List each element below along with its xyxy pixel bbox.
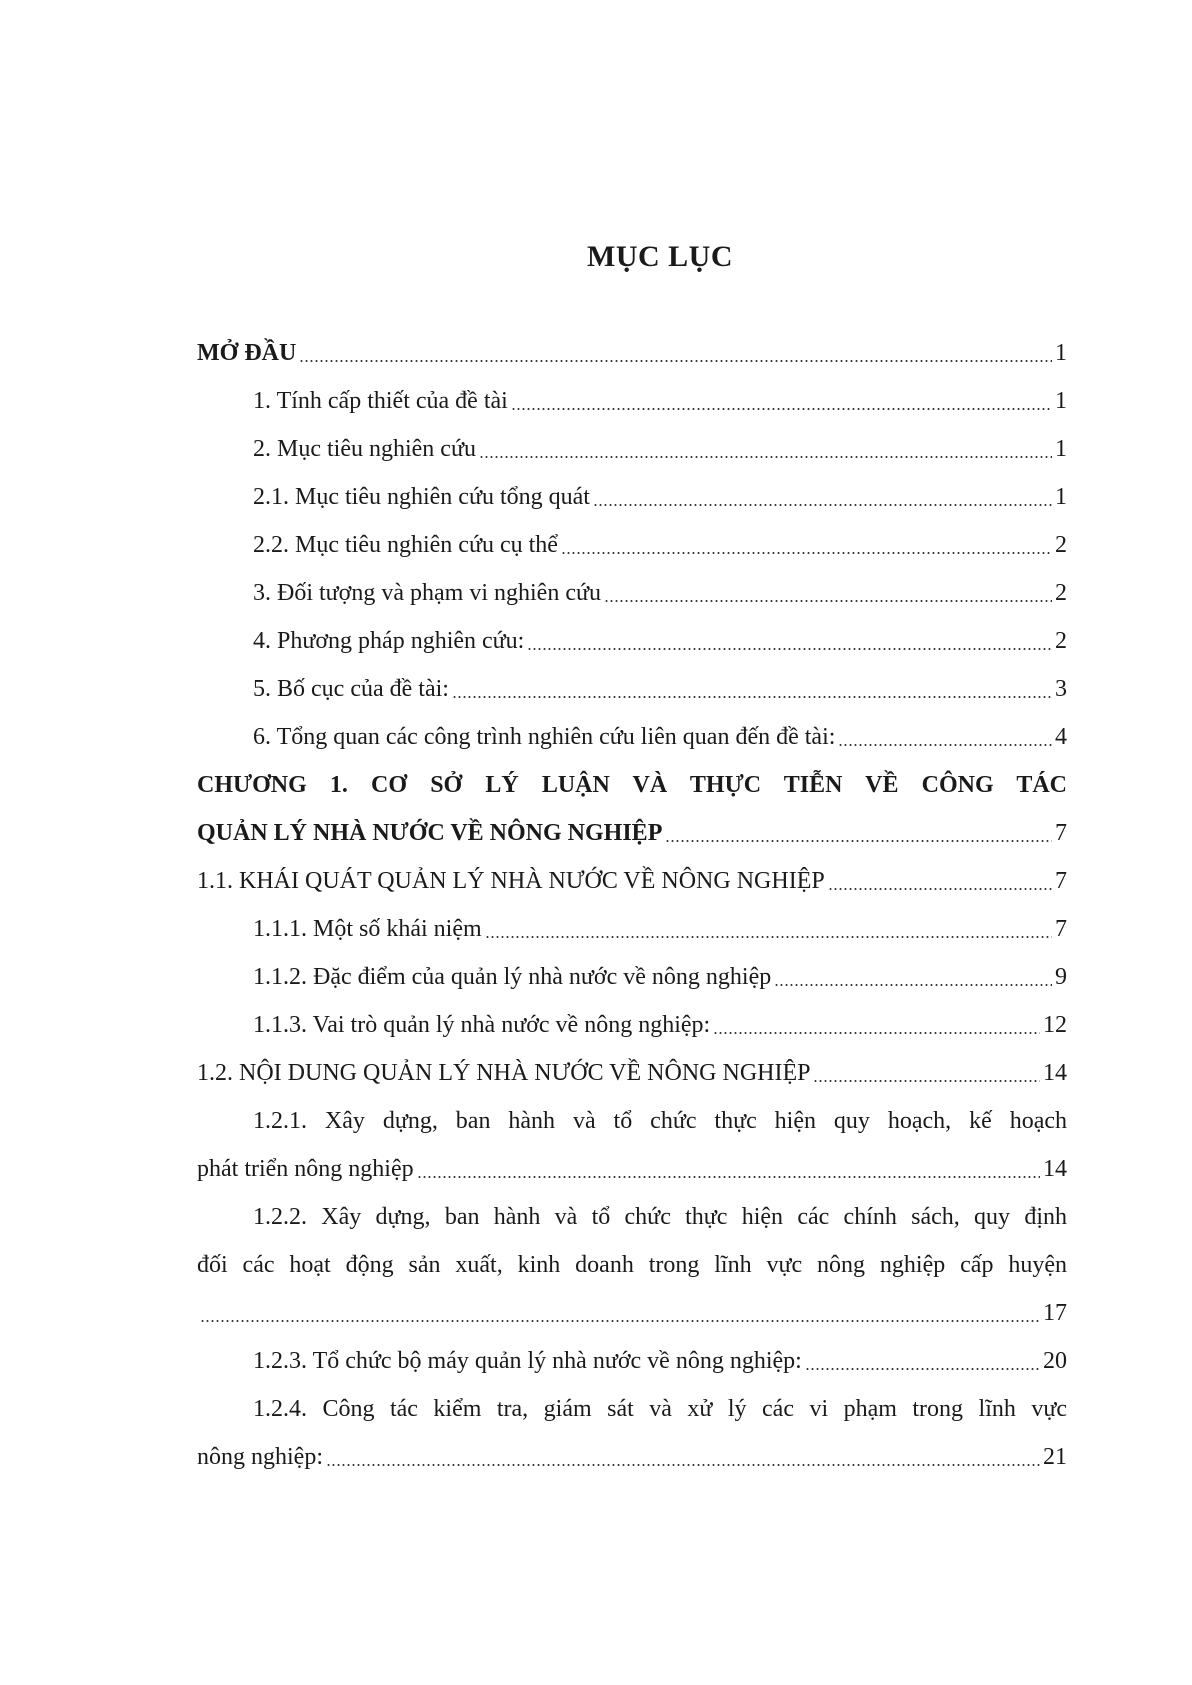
toc-entry[interactable] — [197, 385, 1067, 433]
toc-entry[interactable] — [197, 337, 1067, 385]
toc-page-number: 12 — [1043, 1012, 1067, 1038]
toc-page-number: 1 — [1055, 484, 1067, 510]
toc-entry-label: 1.2.2. Xây dựng, ban hành và tổ chức thực hiện các chính sách, quy định — [253, 1204, 1067, 1230]
toc-entry-label: 1. Tính cấp thiết của đề tài — [253, 388, 508, 414]
dot-leader — [805, 1345, 1040, 1371]
toc-entry[interactable] — [197, 721, 1067, 769]
toc-page-number: 14 — [1043, 1060, 1067, 1086]
dot-leader — [200, 1297, 1040, 1323]
toc-entry[interactable] — [197, 433, 1067, 481]
toc-entry-label: 1.1.1. Một số khái niệm — [253, 916, 482, 942]
toc-entry[interactable] — [197, 673, 1067, 721]
toc-page-number: 1 — [1055, 388, 1067, 414]
toc-page-number: 9 — [1055, 964, 1067, 990]
toc-entry-line1[interactable] — [197, 1393, 1067, 1441]
toc-entry-label: 1.2.3. Tổ chức bộ máy quản lý nhà nước về nông nghiệp: — [253, 1348, 802, 1374]
toc-entry-line3[interactable] — [197, 1297, 1067, 1345]
toc-entry-label: 1.2.4. Công tác kiểm tra, giám sát và xử lý các vi phạm trong lĩnh vực — [253, 1396, 1067, 1422]
toc-entry-label: CHƯƠNG 1. CƠ SỞ LÝ LUẬN VÀ THỰC TIỄN VỀ CÔNG TÁC — [197, 772, 1067, 798]
toc-entry-label: QUẢN LÝ NHÀ NƯỚC VỀ NÔNG NGHIỆP — [197, 820, 663, 846]
toc-entry-label: phát triển nông nghiệp — [197, 1156, 414, 1182]
toc-page-number: 7 — [1055, 868, 1067, 894]
toc-page-number: 7 — [1055, 820, 1067, 846]
dot-leader — [511, 385, 1052, 411]
toc-entry-line2[interactable] — [197, 1441, 1067, 1489]
toc-entry[interactable] — [197, 577, 1067, 625]
toc-entry[interactable] — [197, 1009, 1067, 1057]
toc-entry-label: 6. Tổng quan các công trình nghiên cứu liên quan đến đề tài: — [253, 724, 836, 750]
toc-page-number: 17 — [1043, 1300, 1067, 1326]
toc-entry-line2[interactable] — [197, 1153, 1067, 1201]
toc-entry-label: 2.2. Mục tiêu nghiên cứu cụ thể — [253, 532, 558, 558]
dot-leader — [828, 865, 1052, 891]
dot-leader — [452, 673, 1052, 699]
toc-entry-chapter-line1[interactable] — [197, 769, 1067, 817]
toc-page-number: 2 — [1055, 628, 1067, 654]
toc-entry-line2[interactable] — [197, 1249, 1067, 1297]
toc-page-number: 4 — [1055, 724, 1067, 750]
toc-page-number: 2 — [1055, 532, 1067, 558]
toc-page-number: 1 — [1055, 340, 1067, 366]
toc-entry[interactable] — [197, 961, 1067, 1009]
toc-entry-label: đối các hoạt động sản xuất, kinh doanh trong lĩnh vực nông nghiệp cấp huyện — [197, 1252, 1067, 1278]
dot-leader — [604, 577, 1052, 603]
toc-entry[interactable] — [197, 625, 1067, 673]
toc-page-number: 7 — [1055, 916, 1067, 942]
dot-leader — [326, 1441, 1040, 1467]
toc-entry-line1[interactable] — [197, 1201, 1067, 1249]
dot-leader — [665, 817, 1052, 843]
table-of-contents — [197, 337, 1067, 1489]
toc-entry-label: nông nghiệp: — [197, 1444, 323, 1470]
toc-entry-label: 3. Đối tượng và phạm vi nghiên cứu — [253, 580, 601, 606]
dot-leader — [593, 481, 1052, 507]
dot-leader — [479, 433, 1052, 459]
toc-entry-label: 1.1. KHÁI QUÁT QUẢN LÝ NHÀ NƯỚC VỀ NÔNG NGHIỆP — [197, 868, 825, 894]
dot-leader — [813, 1057, 1040, 1083]
toc-entry[interactable] — [197, 865, 1067, 913]
toc-entry-label: 1.1.2. Đặc điểm của quản lý nhà nước về nông nghiệp — [253, 964, 772, 990]
dot-leader — [527, 625, 1052, 651]
toc-entry-label: 1.1.3. Vai trò quản lý nhà nước về nông nghiệp: — [253, 1012, 711, 1038]
toc-entry[interactable] — [197, 529, 1067, 577]
toc-entry-label: MỞ ĐẦU — [197, 340, 297, 366]
toc-page-number: 21 — [1043, 1444, 1067, 1470]
dot-leader — [713, 1009, 1040, 1035]
toc-entry-line1[interactable] — [197, 1105, 1067, 1153]
dot-leader — [485, 913, 1052, 939]
toc-entry-label: 2.1. Mục tiêu nghiên cứu tổng quát — [253, 484, 590, 510]
toc-page-number: 3 — [1055, 676, 1067, 702]
dot-leader — [838, 721, 1052, 747]
toc-entry[interactable] — [197, 913, 1067, 961]
toc-entry[interactable] — [197, 1057, 1067, 1105]
toc-entry-label: 1.2.1. Xây dựng, ban hành và tổ chức thực hiện quy hoạch, kế hoạch — [253, 1108, 1067, 1134]
toc-entry-chapter-line2[interactable] — [197, 817, 1067, 865]
toc-page-number: 1 — [1055, 436, 1067, 462]
toc-entry[interactable] — [197, 1345, 1067, 1393]
toc-page-number: 20 — [1043, 1348, 1067, 1374]
toc-entry-label: 5. Bố cục của đề tài: — [253, 676, 449, 702]
dot-leader — [299, 337, 1052, 363]
toc-entry-label: 2. Mục tiêu nghiên cứu — [253, 436, 476, 462]
toc-entry-label: 4. Phương pháp nghiên cứu: — [253, 628, 525, 654]
toc-page-number: 14 — [1043, 1156, 1067, 1182]
toc-entry-label: 1.2. NỘI DUNG QUẢN LÝ NHÀ NƯỚC VỀ NÔNG NGHIỆP — [197, 1060, 811, 1086]
dot-leader — [774, 961, 1052, 987]
toc-page-number: 2 — [1055, 580, 1067, 606]
dot-leader — [417, 1153, 1040, 1179]
page-title: MỤC LỤC — [587, 240, 733, 273]
dot-leader — [561, 529, 1052, 555]
toc-entry[interactable] — [197, 481, 1067, 529]
